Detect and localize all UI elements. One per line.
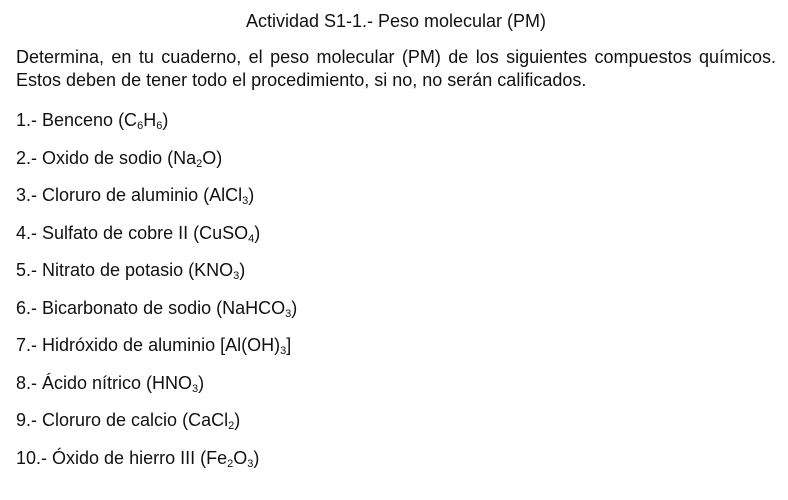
subscript: 6 — [156, 120, 163, 132]
list-item — [16, 365, 776, 403]
list-item — [16, 290, 776, 328]
list-item — [16, 402, 776, 440]
item-text: 3.- Cloruro de aluminio (AlCl — [16, 185, 243, 205]
item-text: 4.- Sulfato de cobre II (CuSO — [16, 222, 249, 243]
list-item — [16, 177, 776, 215]
subscript: 3 — [280, 345, 287, 357]
subscript: 2 — [228, 420, 235, 432]
item-text: ) — [162, 110, 169, 130]
item-text: 7.- Hidróxido de aluminio [Al(OH) — [16, 335, 281, 355]
item-text: O — [233, 447, 248, 468]
list-item — [16, 252, 776, 290]
list-item — [16, 102, 776, 140]
item-text: H — [143, 110, 157, 130]
item-text: ) — [253, 447, 260, 468]
item-text: ) — [239, 260, 246, 280]
item-text: O) — [202, 147, 223, 168]
subscript: 2 — [196, 157, 203, 170]
list-item — [16, 327, 776, 365]
item-text: 9.- Cloruro de calcio (CaCl — [16, 410, 229, 430]
list-item — [16, 140, 776, 178]
instructions-paragraph: Determina, en tu cuaderno, el peso molecular (PM) de los siguientes compuestos químicos. Estos deben de tener todo el procedimiento, si no, no serán calificados. — [16, 47, 776, 90]
item-text: ) — [198, 372, 205, 393]
subscript: 3 — [242, 195, 249, 207]
subscript: 3 — [233, 270, 240, 282]
list-item — [16, 440, 776, 478]
compound-list — [16, 102, 776, 477]
subscript: 3 — [192, 382, 199, 395]
subscript: 2 — [227, 457, 234, 470]
item-text: 2.- Oxido de sodio (Na — [16, 147, 197, 168]
item-text: ) — [234, 410, 241, 430]
subscript: 3 — [247, 457, 254, 470]
item-text: 8.- Ácido nítrico (HNO — [16, 372, 193, 393]
list-item — [16, 215, 776, 253]
item-text: 5.- Nitrato de potasio (KNO — [16, 260, 234, 280]
item-text: 10.- Óxido de hierro III (Fe — [16, 447, 228, 468]
item-text: 1.- Benceno (C — [16, 110, 138, 130]
item-text: ) — [291, 297, 298, 318]
subscript: 4 — [248, 232, 255, 245]
subscript: 6 — [137, 120, 144, 132]
page-title: Actividad S1-1.- Peso molecular (PM) — [245, 11, 547, 31]
item-text: ) — [254, 222, 261, 243]
item-text: ] — [286, 335, 292, 355]
item-text: ) — [248, 185, 255, 205]
item-text: 6.- Bicarbonato de sodio (NaHCO — [16, 297, 286, 318]
subscript: 3 — [285, 307, 292, 320]
